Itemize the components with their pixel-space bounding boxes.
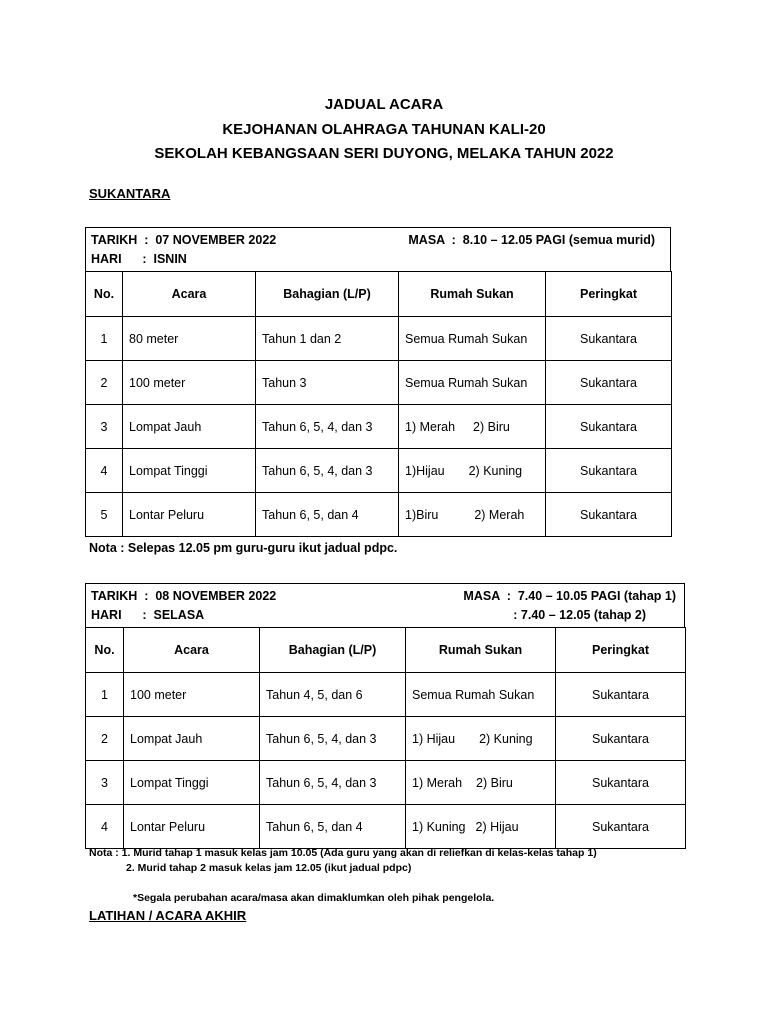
cell-acara: Lompat Jauh: [123, 405, 256, 449]
cell-no: 1: [86, 673, 124, 717]
rumah-primary: 1) Hijau: [412, 731, 456, 746]
cell-peringkat: Sukantara: [546, 317, 672, 361]
column-header-acara: Acara: [124, 628, 260, 673]
schedule-2-time-tahap-1: MASA : 7.40 – 10.05 PAGI (tahap 1): [463, 589, 676, 603]
rumah-primary: 1)Biru: [405, 507, 439, 522]
column-header-peringkat: Peringkat: [546, 272, 672, 317]
cell-acara: Lompat Tinggi: [124, 761, 260, 805]
table-header-row: [86, 628, 686, 673]
cell-rumah-sukan: [406, 717, 556, 761]
cell-bahagian: Tahun 3: [256, 361, 399, 405]
cell-no: 2: [86, 717, 124, 761]
cell-no: 1: [86, 317, 123, 361]
column-header-rumah-sukan: Rumah Sukan: [399, 272, 546, 317]
schedule-2-day: HARI : SELASA: [91, 608, 205, 622]
rumah-secondary: 2) Kuning: [479, 731, 533, 746]
rumah-secondary: 2) Biru: [473, 419, 510, 434]
cell-peringkat: Sukantara: [556, 673, 686, 717]
section-title-latihan: LATIHAN / ACARA AKHIR: [89, 908, 247, 923]
schedule-2-date: TARIKH : 08 NOVEMBER 2022: [91, 589, 277, 603]
column-header-peringkat: Peringkat: [556, 628, 686, 673]
cell-bahagian: Tahun 4, 5, dan 6: [260, 673, 406, 717]
cell-rumah-sukan: [399, 405, 546, 449]
rumah-secondary: 2) Kuning: [468, 463, 523, 478]
column-header-acara: Acara: [123, 272, 256, 317]
cell-acara: Lontar Peluru: [124, 805, 260, 849]
schedule-1-table: [85, 271, 672, 537]
cell-rumah-sukan: [406, 805, 556, 849]
title-line-2: KEJOHANAN OLAHRAGA TAHUNAN KALI-20: [222, 120, 546, 138]
column-header-no: No.: [86, 272, 123, 317]
cell-bahagian: Tahun 6, 5, dan 4: [256, 493, 399, 537]
rumah-primary: 1) Merah: [405, 419, 456, 434]
cell-acara: Lompat Jauh: [124, 717, 260, 761]
cell-bahagian: Tahun 1 dan 2: [256, 317, 399, 361]
cell-no: 3: [86, 405, 123, 449]
table-header-row: [86, 272, 672, 317]
title-line-3: SEKOLAH KEBANGSAAN SERI DUYONG, MELAKA TAHUN 2022: [154, 145, 614, 162]
schedule-1-note: Nota : Selepas 12.05 pm guru-guru ikut jadual pdpc.: [89, 541, 398, 555]
schedule-2-note-line-2: 2. Murid tahap 2 masuk kelas jam 12.05 (ikut jadual pdpc): [126, 862, 412, 874]
cell-acara: Lompat Tinggi: [123, 449, 256, 493]
cell-peringkat: Sukantara: [556, 717, 686, 761]
cell-rumah-sukan: [399, 361, 546, 405]
cell-rumah-sukan: [399, 493, 546, 537]
cell-acara: 100 meter: [123, 361, 256, 405]
column-header-no: No.: [86, 628, 124, 673]
table-row: [86, 493, 672, 537]
column-header-bahagian: Bahagian (L/P): [260, 628, 406, 673]
cell-rumah-sukan: [399, 449, 546, 493]
schedule-1-header: [85, 227, 671, 271]
cell-acara: 100 meter: [124, 673, 260, 717]
rumah-secondary: 2) Merah: [474, 507, 525, 522]
rumah-primary: 1) Merah: [412, 775, 463, 790]
cell-peringkat: Sukantara: [546, 493, 672, 537]
schedule-2-header: [85, 583, 685, 627]
schedule-2-note-line-1: Nota : 1. Murid tahap 1 masuk kelas jam 10.05 (Ada guru yang akan di reliefkan di kelas-kelas tahap 1): [89, 847, 597, 859]
schedule-day-2: [85, 583, 685, 849]
rumah-primary: Semua Rumah Sukan: [405, 375, 528, 390]
table-row: [86, 361, 672, 405]
cell-bahagian: Tahun 6, 5, 4, dan 3: [256, 449, 399, 493]
rumah-primary: Semua Rumah Sukan: [405, 331, 528, 346]
column-header-rumah-sukan: Rumah Sukan: [406, 628, 556, 673]
cell-bahagian: Tahun 6, 5, dan 4: [260, 805, 406, 849]
schedule-2-table: [85, 627, 686, 849]
schedule-1-time: MASA : 8.10 – 12.05 PAGI (semua murid): [408, 233, 655, 247]
cell-no: 2: [86, 361, 123, 405]
schedule-day-1: [85, 227, 671, 537]
schedule-2-note: [89, 846, 597, 876]
cell-rumah-sukan: [406, 761, 556, 805]
schedule-1-day: HARI : ISNIN: [91, 252, 187, 266]
title-line-1: JADUAL ACARA: [324, 96, 444, 113]
cell-no: 4: [86, 449, 123, 493]
cell-peringkat: Sukantara: [546, 449, 672, 493]
cell-peringkat: Sukantara: [556, 805, 686, 849]
cell-acara: Lontar Peluru: [123, 493, 256, 537]
cell-acara: 80 meter: [123, 317, 256, 361]
cell-no: 3: [86, 761, 124, 805]
cell-no: 4: [86, 805, 124, 849]
table-row: [86, 405, 672, 449]
cell-peringkat: Sukantara: [546, 361, 672, 405]
document-title-block: [0, 93, 768, 167]
cell-peringkat: Sukantara: [556, 761, 686, 805]
table-row: [86, 717, 686, 761]
rumah-secondary: 2) Biru: [476, 775, 513, 790]
cell-rumah-sukan: [399, 317, 546, 361]
cell-bahagian: Tahun 6, 5, 4, dan 3: [260, 761, 406, 805]
table-row: [86, 449, 672, 493]
cell-rumah-sukan: [406, 673, 556, 717]
cell-no: 5: [86, 493, 123, 537]
cell-bahagian: Tahun 6, 5, 4, dan 3: [260, 717, 406, 761]
table-row: [86, 761, 686, 805]
table-row: [86, 673, 686, 717]
table-row: [86, 805, 686, 849]
cell-bahagian: Tahun 6, 5, 4, dan 3: [256, 405, 399, 449]
change-remark: *Segala perubahan acara/masa akan dimaklumkan oleh pihak pengelola.: [133, 892, 495, 904]
section-title-sukantara: SUKANTARA: [89, 186, 171, 201]
table-row: [86, 317, 672, 361]
rumah-primary: 1)Hijau: [405, 463, 445, 478]
schedule-1-date: TARIKH : 07 NOVEMBER 2022: [91, 233, 277, 247]
column-header-bahagian: Bahagian (L/P): [256, 272, 399, 317]
rumah-primary: Semua Rumah Sukan: [412, 687, 535, 702]
schedule-2-time-tahap-2: : 7.40 – 12.05 (tahap 2): [513, 608, 646, 622]
rumah-secondary: 2) Hijau: [475, 819, 519, 834]
cell-peringkat: Sukantara: [546, 405, 672, 449]
rumah-primary: 1) Kuning: [412, 819, 466, 834]
